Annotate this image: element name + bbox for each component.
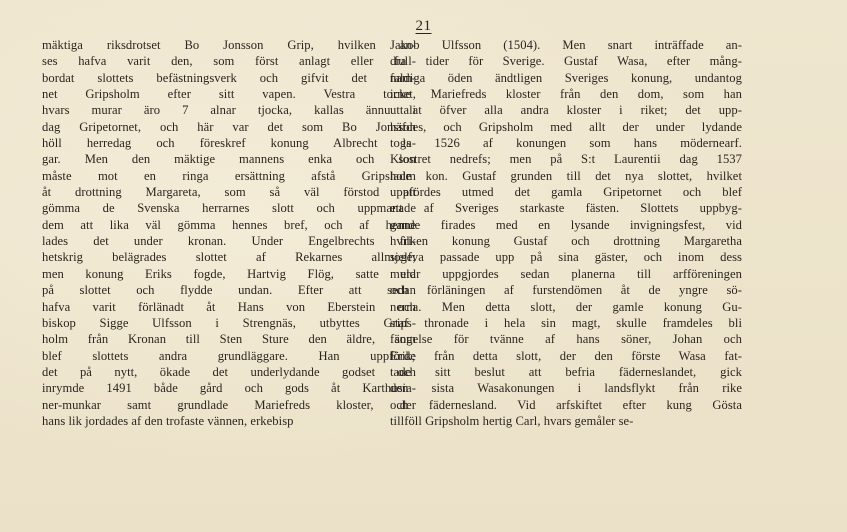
left-column-line: måste mot en ringa ersättning afstå Gripsholm <box>42 168 416 183</box>
right-column-line: Klostret nedrefs; men på S:t Laurentii dag 1537 <box>390 152 742 167</box>
left-column-line: ses hafva varit den, som först anlagt eller full- <box>42 54 416 69</box>
left-column-line: hans lik jordades af den trofaste vännen, erkebisp <box>42 413 294 428</box>
left-column-line: inrymde 1491 både gård och gods åt Karthusia- <box>42 381 416 396</box>
right-column-line: faldiga öden ändtligen Sveriges konung, undantog <box>390 70 742 85</box>
left-column-line: gar. Men den mäktige mannens enka och son <box>42 152 416 167</box>
right-column-line: lade kon. Gustaf grunden till det nya slottet, hvilket <box>390 168 742 183</box>
left-column-line: net Gripsholm efter sitt vapen. Vestra tornet, <box>42 87 416 102</box>
right-column-line: murar uppgjordes sedan planerna till arfföreningen <box>390 266 742 281</box>
right-text-column <box>390 37 742 429</box>
right-column-line: togs 1526 af konungen som hans mödernearf. <box>390 136 742 151</box>
right-column-line: Jakob Ulfsson (1504). Men snart inträffade an- <box>390 38 742 52</box>
left-column-line: åt drottning Margareta, som så väl förstod att <box>42 185 416 200</box>
left-column-line: hetskrig belägrades slottet af Rekarnes allmoge; <box>42 250 416 265</box>
right-column-line: och förläningen af furstendömen åt de yngre sö- <box>390 283 742 298</box>
left-column-line: hafva varit förlänadt åt Hans von Eberstein och <box>42 299 416 314</box>
left-column-line: lades det under kronan. Under Engelbrechts fri- <box>42 234 416 249</box>
right-column-line: fängelse för tvänne af hans söner, Johan och <box>390 332 742 347</box>
left-column-line: hvars murar äro 7 alnar tjocka, kallas ännu i <box>42 103 416 118</box>
right-column-line: dra tider för Sverige. Gustaf Wasa, efter mång- <box>390 54 742 69</box>
right-column-line: staf thronade i hela sin magt, skulle framdeles bli <box>390 315 742 330</box>
right-column-line: uppfördes utmed det gamla Gripetornet och blef <box>390 185 742 200</box>
left-column-line: gömma de Svenska herrarnes slott och uppmanade <box>42 201 416 216</box>
right-column-line: sjelfva passade upp på sina gäster, och inom dess <box>390 250 742 265</box>
left-column-line: ner-munkar samt grundlade Mariefreds kloster, der <box>42 397 416 412</box>
right-column-line: tillföll Gripsholm hertig Carl, hvars gemåler se- <box>390 413 634 428</box>
right-column-line: och fädernesland. Vid arfskiftet efter kung Gösta <box>390 397 742 412</box>
left-text-column <box>42 37 416 429</box>
page-number: 21 <box>415 18 432 34</box>
left-column-line: på slottet och flydde undan. Efter att sedan <box>42 283 416 298</box>
left-column-line: holm från Kronan till Sten Sture den äldre, som <box>42 332 416 347</box>
left-column-line: men konung Eriks fogde, Hartvig Flög, satte eld <box>42 266 416 281</box>
right-column-line: gande firades med en lysande invigningsfest, vid <box>390 217 742 232</box>
right-column-line: uttalat öfver alla andra kloster i riket; det upp- <box>390 103 742 118</box>
left-column-line: blef slottets andra grundläggare. Han uppförde <box>42 348 416 363</box>
left-column-line: dag Gripetornet, och här var det som Bo Jonsson <box>42 119 416 134</box>
right-column-line: Erik; från detta slott, der den förste Wasa fat- <box>390 348 742 363</box>
left-column-line: höll herredag och föreskref konung Albrecht la- <box>42 136 416 151</box>
left-column-line: bordat slottets befästningsverk och gifvit det nam- <box>42 70 416 85</box>
right-column-line: ett af Sveriges starkaste fästen. Slottets uppbyg- <box>390 201 742 216</box>
left-column-line: biskop Sigge Ulfsson i Strengnäs, utbyttes Grips- <box>42 315 416 330</box>
right-column-line: den sista Wasakonungen i landsflykt från rike <box>390 381 742 396</box>
right-column-line: tade sitt beslut att befria fäderneslandet, gick <box>390 364 742 379</box>
right-column-line: icke Mariefreds kloster från den dom, som han <box>390 87 742 102</box>
right-column-line: nerna. Men detta slott, der gamle konung Gu- <box>390 299 742 314</box>
left-column-line: det på nytt, ökade det underlydande godset och <box>42 364 416 379</box>
left-column-line: dem att lika väl gömma hennes bref, och af henne <box>42 217 416 232</box>
left-column-line: mäktiga riksdrotset Bo Jonsson Grip, hvilken an- <box>42 38 416 52</box>
right-column-line: häfdes, och Gripsholm med allt der under lydande <box>390 119 742 134</box>
right-column-line: hvilken konung Gustaf och drottning Margaretha <box>390 234 742 249</box>
